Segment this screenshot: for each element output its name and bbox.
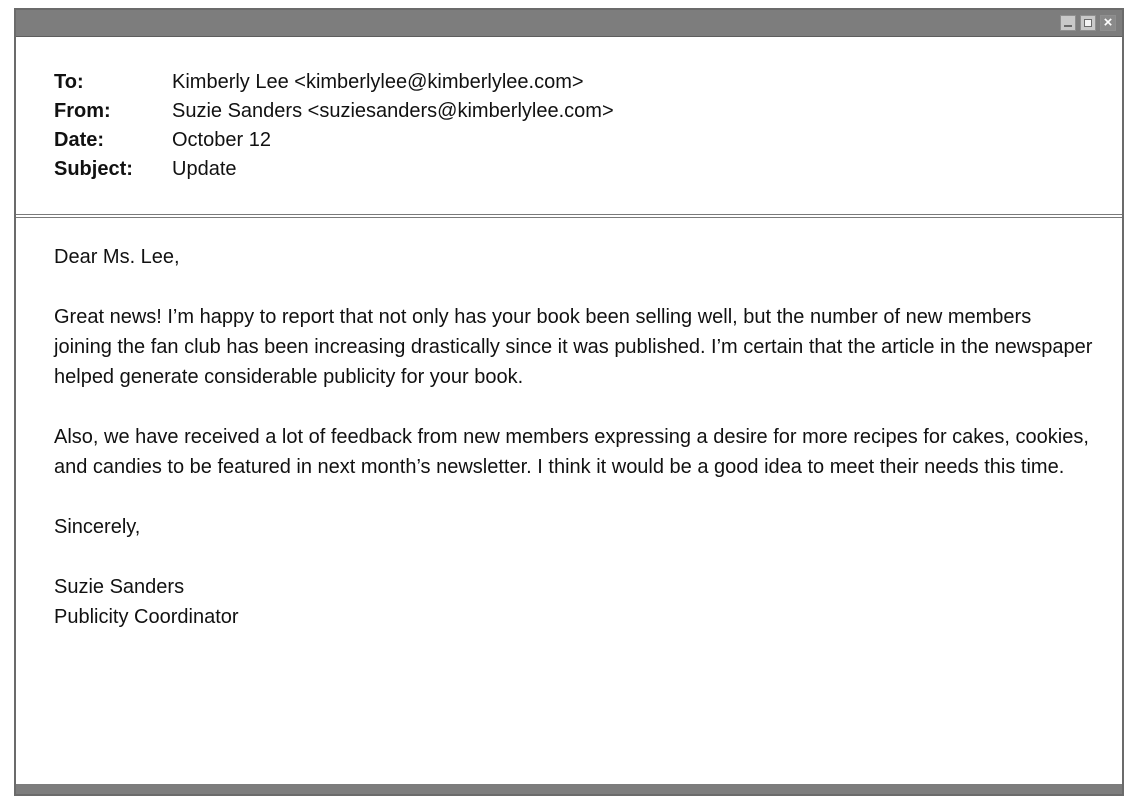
signature-title: Publicity Coordinator (54, 606, 239, 628)
close-icon: × (1103, 14, 1113, 31)
email-window (14, 8, 1124, 796)
minimize-icon (1064, 25, 1072, 27)
paragraph-2: Also, we have received a lot of feedback from new members expressing a desire for more recipes for cakes, cookies, and candies to be featured in next month’s newsletter. I think it would be a good idea to meet their needs this time. (54, 426, 1089, 478)
bottom-bar (16, 784, 1122, 794)
close-button[interactable] (1100, 15, 1116, 31)
to-label: To: (54, 71, 84, 93)
maximize-button[interactable] (1080, 15, 1096, 31)
from-row (54, 97, 614, 126)
to-row (54, 68, 614, 97)
subject-value: Update (172, 158, 237, 180)
maximize-icon (1084, 19, 1092, 27)
header-divider (16, 214, 1122, 218)
to-value: Kimberly Lee <kimberlylee@kimberlylee.com> (172, 71, 584, 93)
date-label: Date: (54, 129, 105, 151)
paragraph-1: Great news! I’m happy to report that not only has your book been selling well, but the number of new members joining the fan club has been increasing drastically since it was published. I’m certain that the article in the newspaper helped generate considerable publicity for your book. (54, 306, 1093, 388)
email-header (54, 68, 614, 184)
email-body (54, 242, 1094, 632)
date-value: October 12 (172, 129, 271, 151)
subject-row (54, 155, 614, 184)
title-bar[interactable] (16, 10, 1122, 37)
subject-label: Subject: (54, 158, 133, 180)
date-row (54, 126, 614, 155)
from-value: Suzie Sanders <suziesanders@kimberlylee.com> (172, 100, 614, 122)
from-label: From: (54, 100, 111, 122)
minimize-button[interactable] (1060, 15, 1076, 31)
signature-name: Suzie Sanders (54, 576, 185, 598)
closing: Sincerely, (54, 516, 141, 538)
window-controls (1060, 15, 1116, 31)
greeting: Dear Ms. Lee, (54, 246, 180, 268)
